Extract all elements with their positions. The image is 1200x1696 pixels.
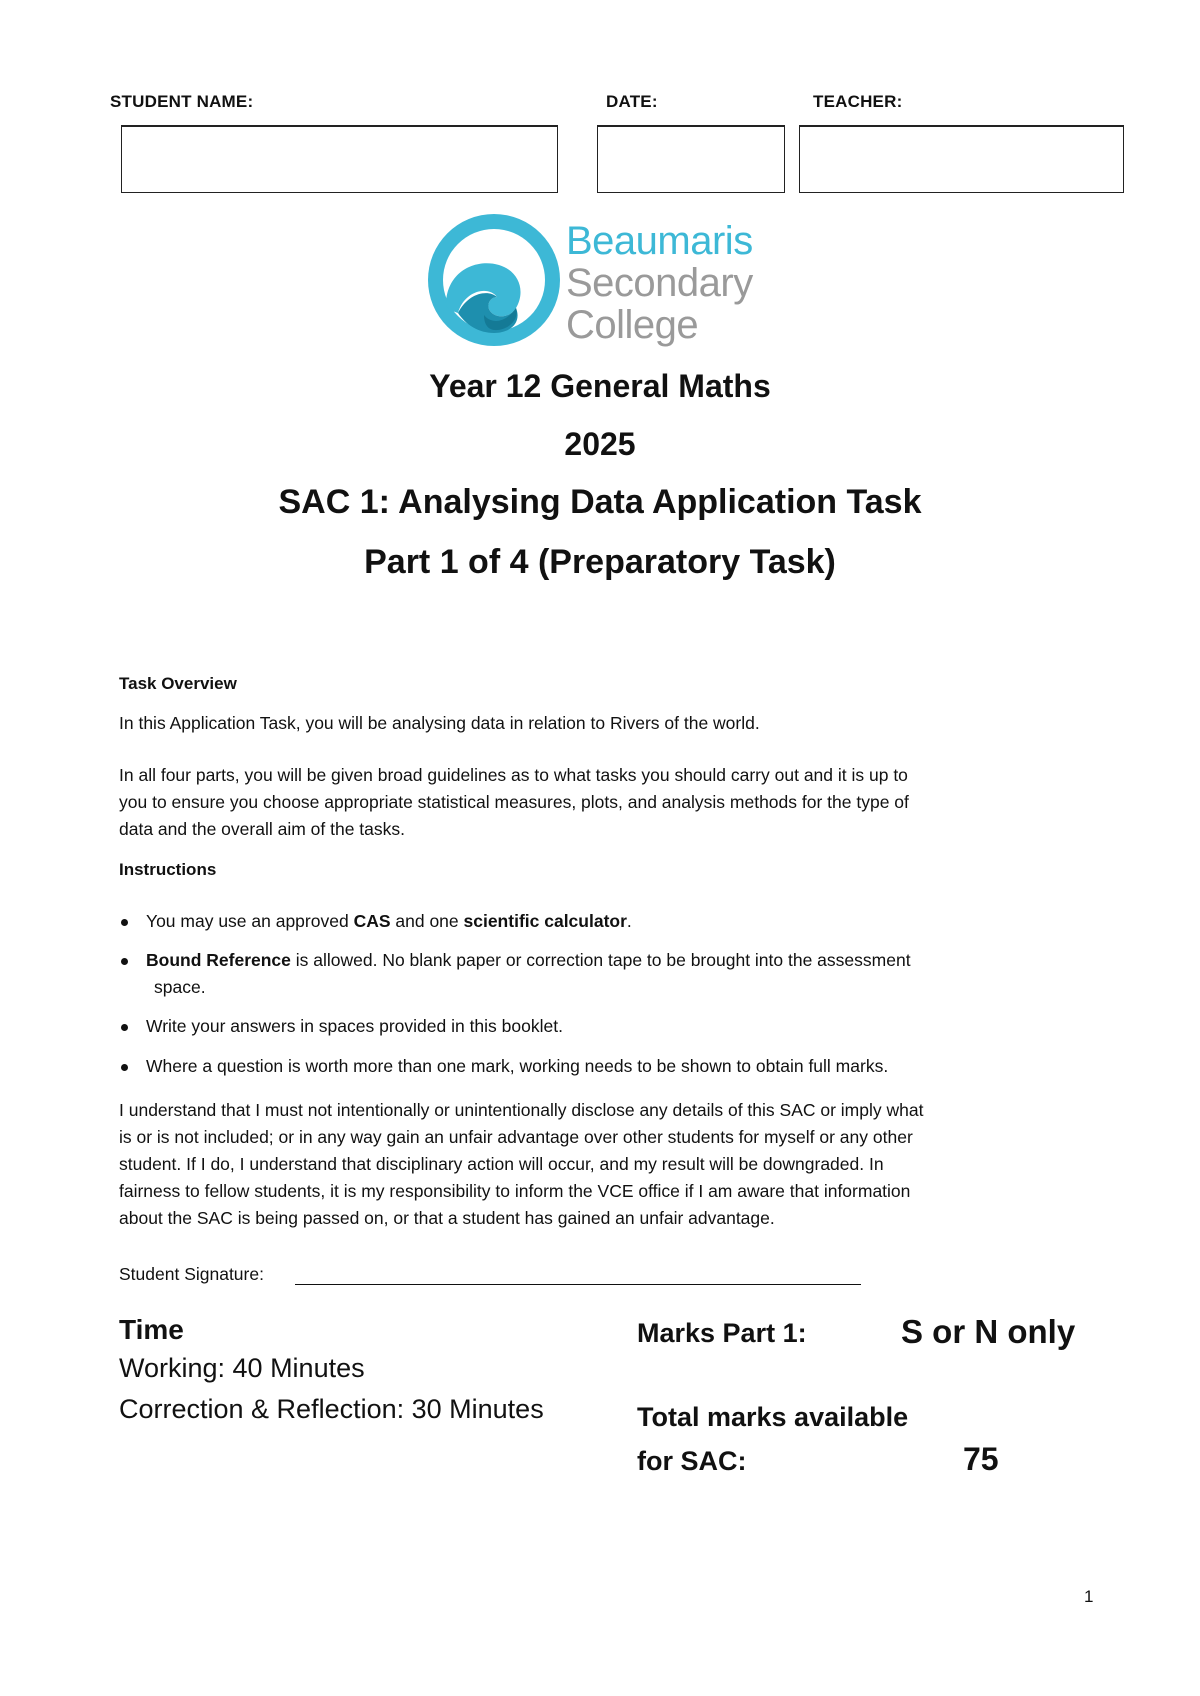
teacher-field[interactable]	[799, 125, 1124, 193]
instruction-1-text: You may use an approved	[146, 911, 354, 931]
instruction-1-bold-cas: CAS	[353, 911, 391, 931]
overview-paragraph-2	[119, 762, 1079, 843]
declaration-line: student. If I do, I understand that disciplinary action will occur, and my result will be downgraded. In	[119, 1154, 884, 1174]
bullet-icon	[121, 1024, 128, 1031]
time-working: Working: 40 Minutes	[119, 1353, 365, 1383]
total-marks-label-line1: Total marks available	[637, 1402, 909, 1432]
bullet-icon	[121, 958, 128, 965]
instructions-heading: Instructions	[119, 860, 217, 879]
instruction-2-text: is allowed. No blank paper or correction tape to be brought into the assessment	[290, 950, 911, 970]
signature-line[interactable]	[295, 1283, 861, 1285]
instruction-3-text: Write your answers in spaces provided in this booklet.	[146, 1016, 563, 1036]
declaration-line: about the SAC is being passed on, or that a student has gained an unfair advantage.	[119, 1208, 775, 1228]
page-number: 1	[1084, 1587, 1094, 1606]
total-marks-label-line2: for SAC:	[637, 1446, 747, 1476]
task-title: SAC 1: Analysing Data Application Task	[278, 483, 922, 521]
date-field[interactable]	[597, 125, 785, 193]
instruction-item	[119, 1013, 1099, 1040]
logo-line-1: Beaumaris	[566, 219, 753, 263]
year-title: 2025	[564, 426, 636, 462]
bullet-icon	[121, 1064, 128, 1071]
instruction-item	[119, 908, 1099, 935]
overview-p2-line1: In all four parts, you will be given broad guidelines as to what tasks you should carry out and it is up to	[119, 765, 908, 785]
course-title: Year 12 General Maths	[429, 368, 771, 404]
instruction-4-text: Where a question is worth more than one mark, working needs to be shown to obtain full marks.	[146, 1056, 889, 1076]
time-correction: Correction & Reflection: 30 Minutes	[119, 1394, 544, 1424]
instruction-item	[119, 1053, 1099, 1080]
logo-line-2: Secondary	[566, 261, 753, 305]
logo-line-3: College	[566, 303, 699, 347]
marks-part1-label: Marks Part 1:	[637, 1318, 807, 1348]
time-heading: Time	[119, 1314, 184, 1345]
declaration-line: is or is not included; or in any way gain an unfair advantage over other students for myself or any other	[119, 1127, 913, 1147]
bullet-icon	[121, 919, 128, 926]
marks-part1-value: S or N only	[901, 1313, 1076, 1350]
date-label: DATE:	[606, 92, 658, 111]
part-title: Part 1 of 4 (Preparatory Task)	[364, 543, 836, 581]
wave-icon	[424, 213, 566, 348]
instruction-item	[119, 947, 1099, 1001]
student-name-field[interactable]	[121, 125, 558, 193]
instruction-2-bold: Bound Reference	[146, 950, 291, 970]
instruction-1-mid: and one	[390, 911, 464, 931]
instruction-1-bold-calculator: scientific calculator	[463, 911, 627, 931]
student-name-label: STUDENT NAME:	[110, 92, 254, 111]
overview-paragraph-1: In this Application Task, you will be analysing data in relation to Rivers of the world.	[119, 713, 760, 733]
declaration-paragraph	[119, 1097, 1109, 1232]
overview-heading: Task Overview	[119, 674, 237, 693]
teacher-label: TEACHER:	[813, 92, 903, 111]
declaration-line: fairness to fellow students, it is my responsibility to inform the VCE office if I am aware that information	[119, 1181, 911, 1201]
total-marks-value: 75	[963, 1441, 999, 1477]
instruction-1-end: .	[626, 911, 632, 931]
overview-p2-line2: you to ensure you choose appropriate statistical measures, plots, and analysis methods for the type of	[119, 792, 909, 812]
overview-p2-line3: data and the overall aim of the tasks.	[119, 819, 405, 839]
declaration-line: I understand that I must not intentionally or unintentionally disclose any details of this SAC or imply what	[119, 1100, 924, 1120]
instructions-list	[119, 908, 1099, 1080]
signature-label: Student Signature:	[119, 1264, 264, 1284]
logo	[424, 213, 566, 348]
instruction-2-text-continued: space.	[154, 977, 206, 997]
